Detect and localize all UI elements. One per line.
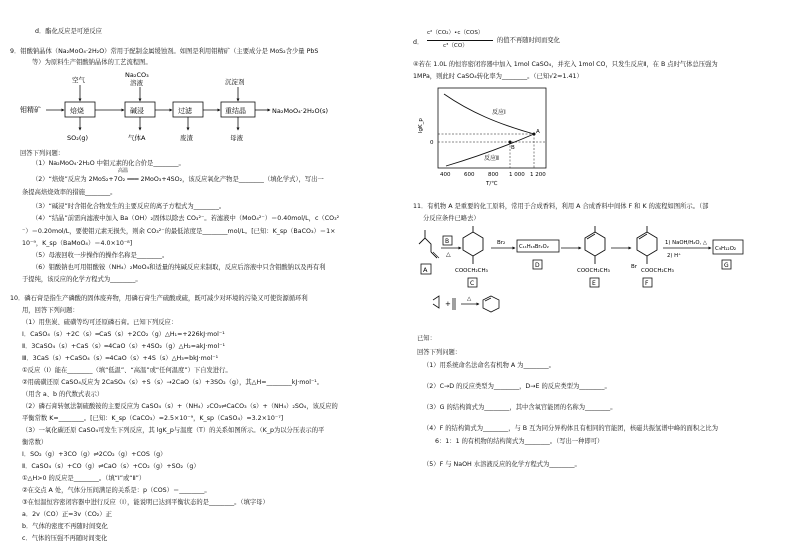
q10-part1-sub1: ①反应（Ⅰ）能在________（填“低温”、“高温”或“任何温度”）下自发进行。 <box>22 367 232 374</box>
flow-output-gas-a: 气体A <box>128 134 146 142</box>
q11-part4: （4）F 的结构简式为________，与 B 互为同分异构体且有相同的官能团，核磁共振氢谱中峰的面积之比为 <box>423 425 719 432</box>
reagent-naoh: 1) NaOH/H₂O, △ <box>665 240 707 246</box>
graph-xtick-1000: 1 000 <box>509 172 525 178</box>
flow-input-precipitant: 沉淀剂 <box>225 78 245 86</box>
q10-part2: （2）磷石膏转氨法制硫酸铵的主要反应为 CaSO₄（s）+（NH₄）₂CO₃⇌CaCO₃（s）+（NH₄）₂SO₄，该反应的 <box>22 403 338 410</box>
q10-part1-sub2: ②用硫磺还原 CaSO₄反应为 2CaSO₄（s）+S（s）→2CaO（s）+3SO₂（g），其△H=________kJ·mol⁻¹。 <box>22 379 324 386</box>
q10-option-d-prefix: d． <box>413 39 424 46</box>
right-column <box>405 0 794 550</box>
q11-answer-prompt: 回答下列问题： <box>417 349 462 356</box>
q9-stem-line2: 等）为原料生产钼酸钠晶体的工艺流程图。 <box>32 59 152 66</box>
q10-part2-cont: 平衡常数 K=________。[已知：K_sp（CaCO₃）=2.5×10⁻⁹，K_sp（CaSO₄）=3.2×10⁻⁷] <box>22 415 284 422</box>
q10-part3-sub4-line2: 1MPa，则此时 CaSO₄转化率为________。（已知√2≈1.41） <box>413 73 583 80</box>
flow-step-roast: 焙烧 <box>70 107 84 115</box>
compound-c-ester: COOCH₂CH₃ <box>455 268 488 274</box>
graph-xtick-600: 600 <box>464 172 475 178</box>
known-alkene <box>453 298 455 310</box>
compound-c-ring <box>463 232 483 256</box>
box-b: B <box>445 238 450 245</box>
graph-xtick-1200: 1 200 <box>530 172 546 178</box>
q9-heat-label: 高温 <box>118 168 129 174</box>
box-g: G <box>724 262 729 269</box>
known-diene <box>433 296 439 308</box>
q11-synthesis-scheme <box>415 226 745 318</box>
graph-ytick-0: 0 <box>430 140 434 146</box>
flow-product: Na₂MoO₄·2H₂O(s) <box>272 107 329 115</box>
q9-part4-cont2: 10⁻⁹，K_sp（BaMoO₄）＝4.0×10⁻⁸] <box>22 240 133 247</box>
flow-input-na2co3: Na₂CO₃ <box>125 71 149 79</box>
graph-label-reaction-i: 反应Ⅰ <box>492 109 506 116</box>
q10-reaction-2: Ⅱ．3CaSO₄（s）+CaS（s）═4CaO（s）+4SO₂（g）△H₂=akJ·mol⁻¹ <box>22 343 225 350</box>
q10-part1-sub2-note: （用含 a、b 的代数式表示） <box>22 391 104 398</box>
q10-stem-line2: 用，回答下列问题： <box>22 307 79 314</box>
flow-input-solution: 溶液 <box>130 79 143 87</box>
q10-option-d-suffix: 的值不再随时间而变化 <box>497 37 560 44</box>
graph-label-b: B <box>511 145 515 151</box>
q9-stem-line1: 9．钼酸钠晶体（Na₂MoO₄·2H₂O）常用于配制金属缓蚀剂。如图是利用钼精矿（主要成分是 MoS₂含少量 PbS <box>10 48 319 55</box>
q10-option-d-denominator: c³（CO） <box>443 43 468 49</box>
graph-ylabel: lgK_p <box>418 118 424 133</box>
box-a: A <box>423 266 428 274</box>
q10-reaction-i: Ⅰ．SO₂（g）+3CO（g）⇌2CO₂（g）+COS（g） <box>22 451 167 458</box>
q10-part3-cont: 衡常数） <box>22 439 48 446</box>
q9-flowchart <box>20 70 350 142</box>
delta-1: △ <box>446 251 451 258</box>
q11-part5: （5）F 与 NaOH 水溶液反应的化学方程式为________。 <box>423 461 581 468</box>
q11-stem-line2: 分反应条件已略去） <box>423 215 480 222</box>
lgkp-temperature-graph <box>410 82 570 190</box>
box-f: F <box>645 280 649 287</box>
q10-option-a: a．2v（CO）正=3v（CO₂）正 <box>22 511 112 518</box>
q11-known-label: 已知： <box>417 335 436 342</box>
q11-part3: （3）G 的结构简式为________，其中含氧官能团的名称为________。 <box>423 404 617 411</box>
known-delta: △ <box>467 296 472 302</box>
q10-reaction-ii: Ⅱ．CaSO₄（s）+CO（g）⇌CaO（s）+CO₂（g）+SO₂（g） <box>22 463 200 470</box>
graph-curve-reaction-i <box>444 94 534 134</box>
compound-e-ring <box>585 232 605 256</box>
box-c: C <box>470 280 475 287</box>
isoprene-structure <box>419 230 437 258</box>
compound-f-ring <box>637 232 657 256</box>
flow-output-mother-liquor: 母液 <box>230 134 243 142</box>
q10-part3-sub1: ①△H>0 的反应是________。（填“Ⅰ”或“Ⅱ”） <box>22 475 146 482</box>
known-cyclohexene <box>483 296 499 312</box>
q9-part3: （3）“碱浸”时含钼化合物发生的主要反应的离子方程式为________。 <box>32 203 226 210</box>
q11-stem-line1: 11．有机物 A 是重要的化工原料，常用于合成香料，利用 A 合成香料中间体 F 和 K 的流程如图所示。（部 <box>413 203 709 210</box>
q10-option-b: b．气体的密度不再随时间变化 <box>22 523 108 530</box>
q9-part4-cont1: ⁻）＝0.20mol/L，要使钼元素无损失，则余 CO₃²⁻的最低浓度是________mol/L。[已知：K_sp（BaCO₃）＝1× <box>22 228 336 235</box>
q9-part4: （4）“结晶”前需向滤液中加入 Ba（OH）₂固体以除去 CO₃²⁻。若滤液中（MoO₄²⁻）＝0.40mol/L，c（CO₃² <box>32 215 340 222</box>
graph-xtick-800: 800 <box>488 172 499 178</box>
q10-reaction-1: Ⅰ．CaSO₄（s）+2C（s）═CaS（s）+2CO₂（g）△H₁=+226kJ·mol⁻¹ <box>22 331 225 338</box>
known-plus: + <box>445 300 451 308</box>
graph-label-reaction-ii: 反应Ⅱ <box>484 155 499 162</box>
q11-part4-cont: 6：1：1 的有机物的结构简式为________。（写出一种即可） <box>435 438 604 445</box>
flow-output-so2: SO₂(g) <box>67 134 89 142</box>
compound-f-br: Br <box>631 264 638 270</box>
flow-step-recrystallize: 重结晶 <box>225 107 246 115</box>
q9-part6-cont: 于提纯，该反应的化学方程式为________。 <box>22 276 142 283</box>
flow-step-filter: 过滤 <box>178 107 192 115</box>
q10-part3-sub3: ③在恒温恒容密闭容器中进行反应（Ⅰ），能说明已达到平衡状态的是________。（填字母） <box>22 499 269 506</box>
graph-xlabel: T/℃ <box>486 181 498 187</box>
q9-part2: （2）“焙烧”反应为 2MoS₂+7O₂ ═══ 2MoO₃+4SO₂，该反应氧化产物是________（填化学式），写出一 <box>32 176 324 183</box>
reagent-acid: 2) H⁺ <box>667 253 681 259</box>
graph-label-a: A <box>536 129 540 135</box>
flow-start-label: 钼精矿 <box>20 106 41 114</box>
box-e: E <box>592 280 596 287</box>
flow-step-alkali: 碱浸 <box>130 107 144 115</box>
box-d: D <box>535 262 540 269</box>
d-formula: C₁₁H₁₈Br₂O₂ <box>519 244 549 250</box>
compound-f-ester: COOCH₂CH₃ <box>641 268 674 274</box>
reagent-br2: Br₂ <box>497 240 506 246</box>
compound-e-ester: COOCH₂CH₃ <box>577 268 610 274</box>
q10-reaction-3: Ⅲ．3CaS（s）+CaSO₄（s）═4CaO（s）+4S（s）△H₃=bkJ·mol⁻¹ <box>22 355 219 362</box>
q11-part2: （2）C→D 的反应类型为________，D→E 的反应类型为________。 <box>423 383 611 390</box>
q8-option-d: d．酯化反应是可逆反应 <box>35 28 102 35</box>
g-formula: C₉H₁₂O₂ <box>715 246 737 252</box>
q10-part3: （3）一氧化碳还原 CaSO₄可发生下列反应，其 lgK_p与温度（T）的关系如图所示。（K_p为以分压表示的平 <box>22 427 325 434</box>
q9-part5: （5）母液回收一步操作的操作名称是________。 <box>32 252 169 259</box>
flow-input-air: 空气 <box>72 76 85 84</box>
q10-option-d-numerator: c²（CO₂）•c（COS） <box>427 30 484 36</box>
q10-part3-sub4-line1: ④若在 1.0L 的恒容密闭容器中加入 1mol CaSO₄，并充入 1mol CO，只发生反应Ⅱ，在 B 点时气体总压强为 <box>413 61 718 68</box>
q9-answer-prompt: 回答下列问题： <box>20 150 65 157</box>
q9-part6: （6）钼酸钠也可用钼酸铵（NH₄）₂MoO₄和适量的纯碱反应来制取，反应后溶液中只含钼酸钠以及再有利 <box>32 264 326 271</box>
q10-option-c: c．气体的压强不再随时间变化 <box>22 535 108 542</box>
flow-output-residue: 废渣 <box>180 134 193 142</box>
q9-part2-cont: 条提高焙烧效率的措施________。 <box>22 189 117 196</box>
q10-part3-sub2: ②在交点 A 处，气体分压间满足的关系是：p（COS）＝________。 <box>22 487 211 494</box>
graph-xtick-400: 400 <box>440 172 451 178</box>
q10-part1: （1）用焦炭、硫磺等均可还原磷石膏。已知下列反应： <box>22 319 178 326</box>
q9-part1: （1）Na₂MoO₄·2H₂O 中钼元素的化合价是________。 <box>32 160 185 167</box>
q10-stem-line1: 10．磷石膏是指生产磷酸的固体废弃物，用磷石膏生产硫酸或硫，既可减少对环境的污染又可使资源循环利 <box>10 295 308 302</box>
q11-part1: （1）用系统命名法命名有机物 A 为________。 <box>423 362 555 369</box>
